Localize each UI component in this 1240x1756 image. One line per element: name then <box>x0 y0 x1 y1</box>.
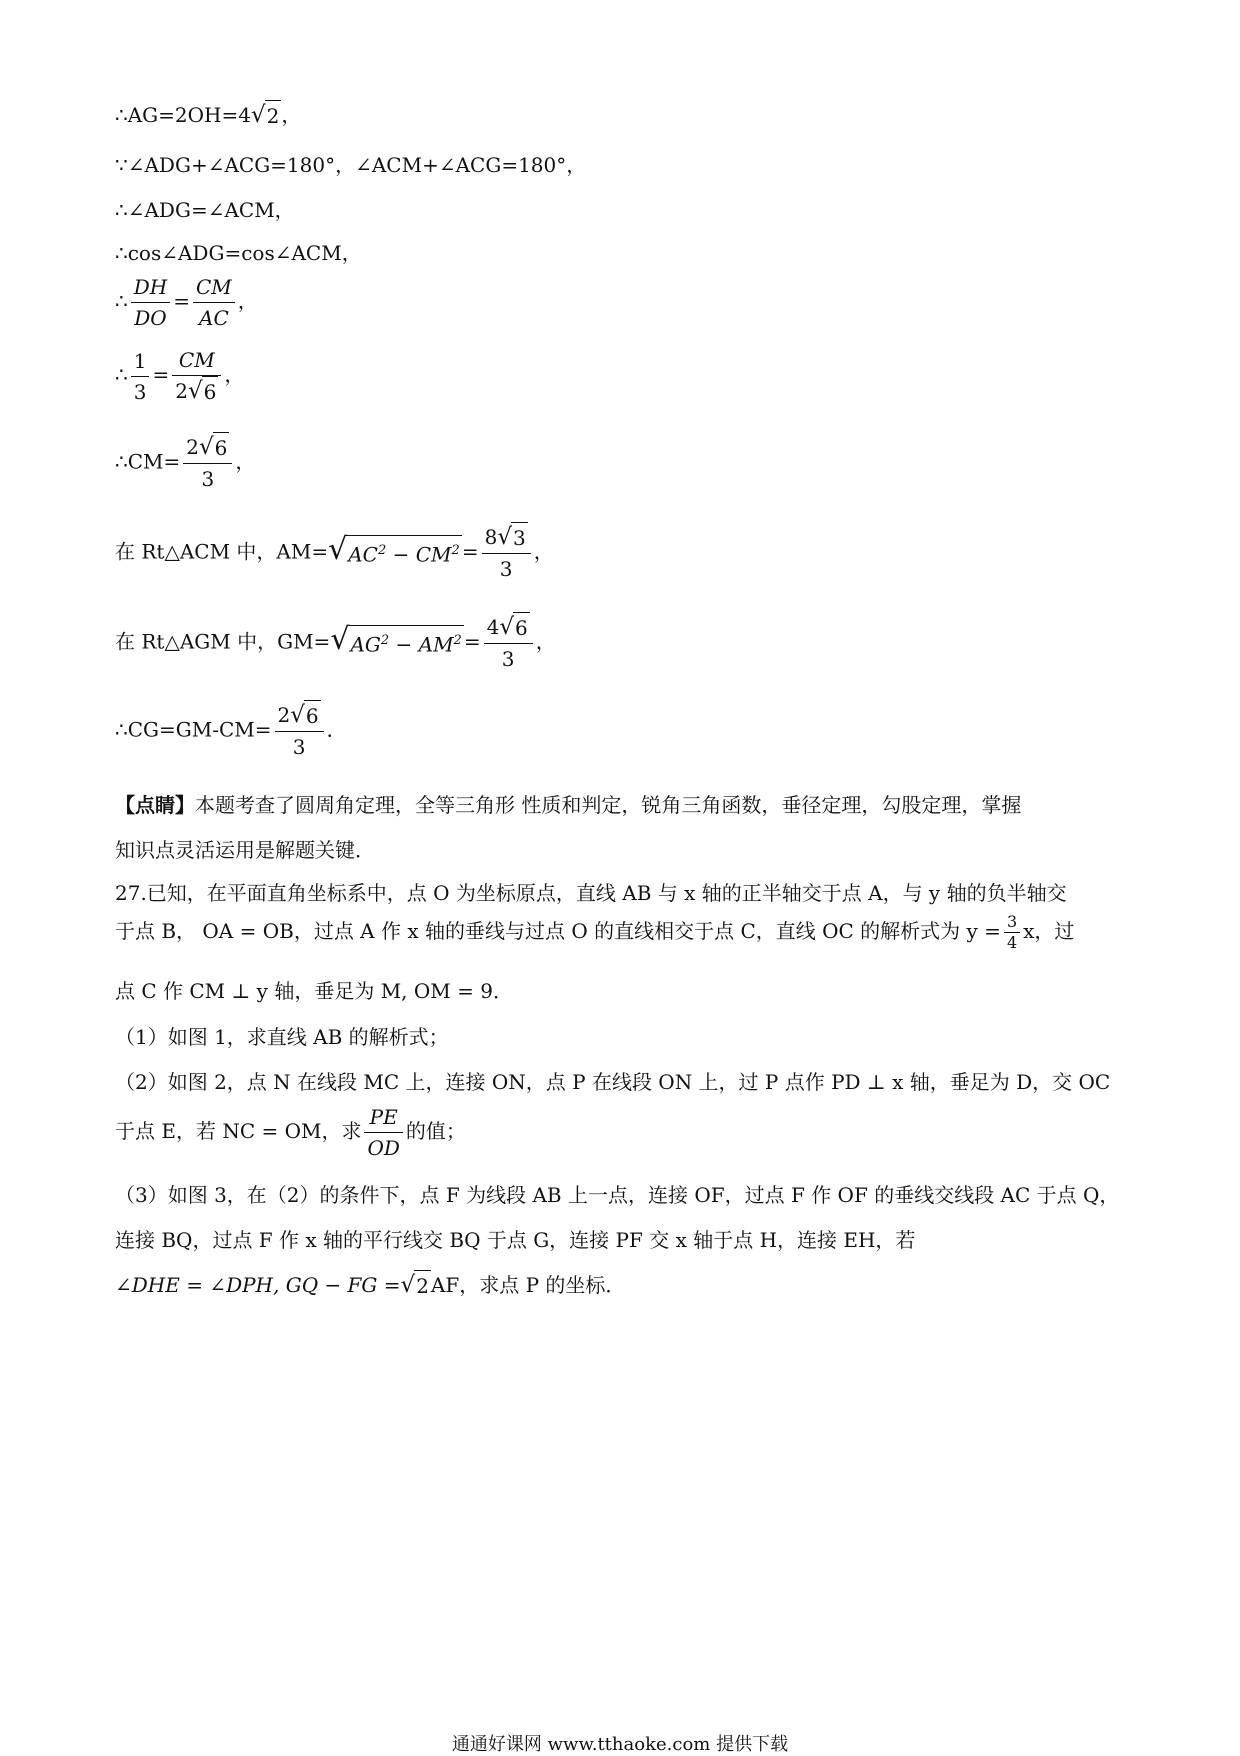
question-1: （1）如图 1，求直线 AB 的解析式； <box>115 1025 449 1049</box>
fraction: $\frac{PE}{OD}$ <box>364 1102 402 1163</box>
fraction: 8 √ 3 3 <box>482 522 531 584</box>
line-ag: ∴AG=2OH=4 √ 2 ， <box>115 100 301 131</box>
line-angles-sum: ∵∠ADG+∠ACG=180°，∠ACM+∠ACG=180°， <box>115 153 587 177</box>
problem-27-intro: 27.已知，在平面直角坐标系中，点 O 为坐标原点，直线 AB 与 x 轴的正半轴交于点 A，与 y 轴的负半轴交 <box>115 881 1067 905</box>
line-cm: ∴CM= 2 √ 6 3 ， <box>115 432 255 494</box>
problem-27-line2: 于点 B， OA = OB，过点 A 作 x 轴的垂线与过点 O 的直线相交于点 C，直线 OC 的解析式为 y = $\frac{3}{4}$ x，过 <box>115 912 1075 952</box>
sqrt: √ 2 <box>251 100 281 131</box>
line-gm: 在 Rt△AGM 中，GM= √ $AG^2 - AM^2$ = 4 √ 6 3 ， <box>115 612 556 674</box>
line-am: 在 Rt△ACM 中，AM= √ $AC^2 - CM^2$ = 8 √ 3 3 ， <box>115 522 554 584</box>
line-ratio-1: ∴ $\frac{DH}{DO}$ = $\frac{CM}{AC}$ ， <box>115 272 258 333</box>
problem-27-line3: 点 C 作 CM ⊥ y 轴，垂足为 M, OM = 9． <box>115 979 513 1003</box>
line-dianjing: 【点睛】本题考查了圆周角定理，全等三角形 性质和判定，锐角三角函数，垂径定理，勾股定理，掌握 <box>115 793 1022 817</box>
fraction: 4 √ 6 3 <box>484 612 533 674</box>
fraction: CM 2 √ 6 <box>172 345 221 407</box>
footer: 通通好课网 www.tthaoke.com 提供下载 <box>451 1734 789 1755</box>
question-3-line3: ∠DHE = ∠DPH, GQ − FG = √ 2 AF，求点 P 的坐标． <box>115 1270 625 1301</box>
sqrt: √ 2 <box>401 1270 431 1301</box>
line-cg: ∴CG=GM-CM= 2 √ 6 3 ． <box>115 700 347 762</box>
fraction: $\frac{CM}{AC}$ <box>193 272 235 333</box>
line-angles-equal: ∴∠ADG=∠ACM， <box>115 198 295 222</box>
question-2-line2: 于点 E，若 NC = OM，求 $\frac{PE}{OD}$ 的值； <box>115 1102 466 1163</box>
line-cos-equal: ∴cos∠ADG=cos∠ACM， <box>115 241 362 265</box>
fraction: $\frac{1}{3}$ <box>131 346 150 407</box>
fraction: $\frac{3}{4}$ <box>1004 912 1020 953</box>
question-3: （3）如图 3，在（2）的条件下，点 F 为线段 AB 上一点，连接 OF，过点 F 作 OF 的垂线交线段 AC 于点 Q， <box>115 1183 1120 1207</box>
fraction: 2 √ 6 3 <box>275 700 324 762</box>
sqrt: √ $AG^2 - AM^2$ <box>330 625 464 660</box>
fraction: 2 √ 6 3 <box>183 432 232 494</box>
line-dianjing-2: 知识点灵活运用是解题关键． <box>115 838 375 862</box>
fraction: $\frac{DH}{DO}$ <box>131 272 170 333</box>
line-ratio-2: ∴ $\frac{1}{3}$ = CM 2 √ 6 ， <box>115 345 244 407</box>
question-3-line2: 连接 BQ，过点 F 作 x 轴的平行线交 BQ 于点 G，连接 PF 交 x 轴于点 H，连接 EH，若 <box>115 1228 916 1252</box>
sqrt: √ $AC^2 - CM^2$ <box>328 535 462 570</box>
question-2: （2）如图 2，点 N 在线段 MC 上，连接 ON，点 P 在线段 ON 上，过 P 点作 PD ⊥ x 轴，垂足为 D，交 OC <box>115 1070 1111 1094</box>
